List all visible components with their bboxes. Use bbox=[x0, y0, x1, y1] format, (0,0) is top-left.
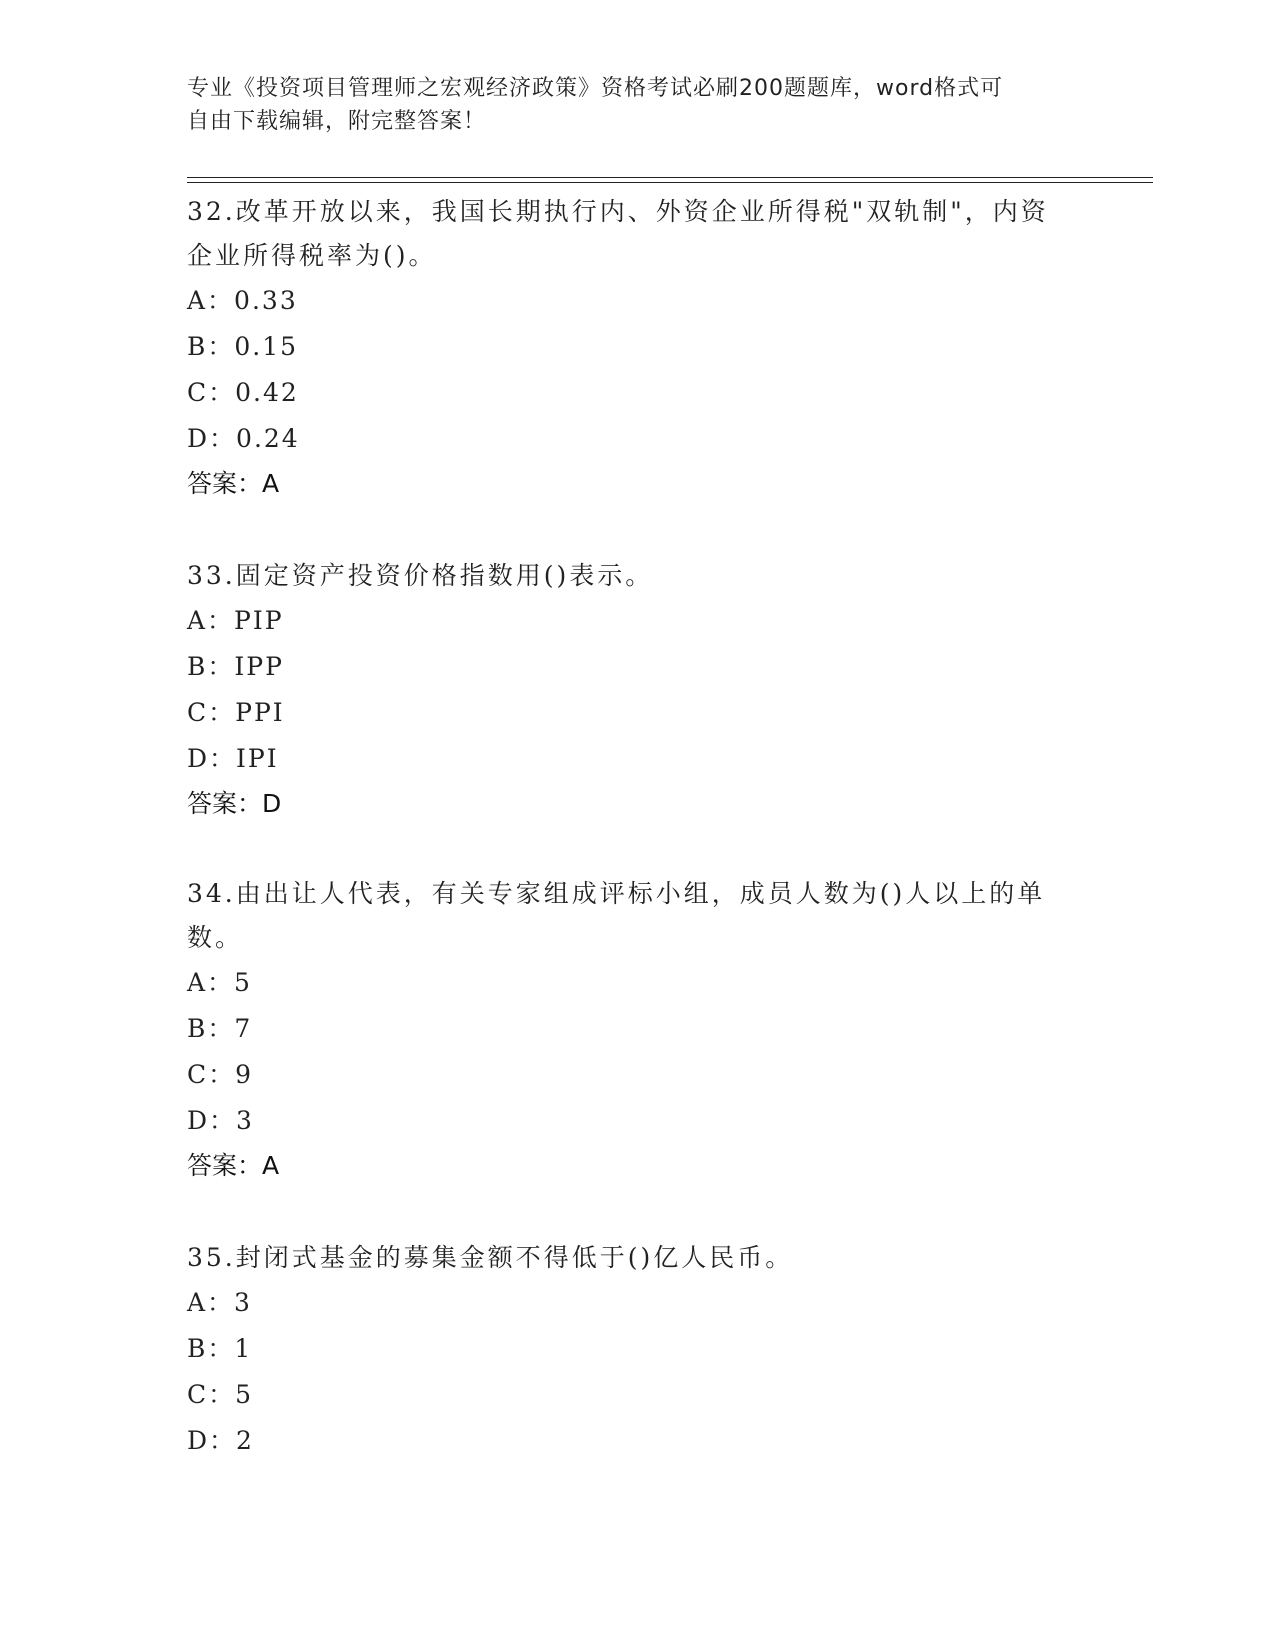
question-stem-line: 企业所得税率为()。 bbox=[187, 241, 437, 270]
question-stem-line: 34.由出让人代表，有关专家组成评标小组，成员人数为()人以上的单 bbox=[187, 879, 1046, 908]
question-stem bbox=[187, 1236, 1087, 1280]
answer-line: 答案：A bbox=[187, 1151, 280, 1180]
option-d: D：3 bbox=[187, 1106, 254, 1135]
option-a: A：5 bbox=[187, 968, 252, 997]
question-stem-line: 数。 bbox=[187, 923, 244, 952]
option-d: D：0.24 bbox=[187, 424, 300, 453]
option-d: D：2 bbox=[187, 1426, 254, 1455]
option-c: C：9 bbox=[187, 1060, 254, 1089]
header-divider-top bbox=[187, 177, 1153, 178]
question-33 bbox=[187, 554, 1087, 826]
option-c: C：PPI bbox=[187, 698, 285, 727]
answer-line: 答案：A bbox=[187, 469, 280, 498]
header-line-2: 自由下载编辑，附完整答案！ bbox=[187, 109, 487, 134]
option-b: B：0.15 bbox=[187, 332, 299, 361]
option-b: B：7 bbox=[187, 1014, 253, 1043]
question-stem bbox=[187, 190, 1087, 278]
option-d: D：IPI bbox=[187, 744, 279, 773]
document-header bbox=[187, 72, 1087, 138]
option-a: A：PIP bbox=[187, 606, 284, 635]
question-32 bbox=[187, 190, 1087, 506]
option-b: B：IPP bbox=[187, 652, 284, 681]
question-stem bbox=[187, 872, 1087, 960]
question-stem bbox=[187, 554, 1087, 598]
option-b: B：1 bbox=[187, 1334, 253, 1363]
option-c: C：5 bbox=[187, 1380, 254, 1409]
option-c: C：0.42 bbox=[187, 378, 299, 407]
header-divider-bottom bbox=[187, 182, 1153, 183]
question-stem-line: 32.改革开放以来，我国长期执行内、外资企业所得税"双轨制"，内资 bbox=[187, 197, 1049, 226]
header-line-1: 专业《投资项目管理师之宏观经济政策》资格考试必刷200题题库，word格式可 bbox=[187, 76, 1004, 101]
question-stem-line: 33.固定资产投资价格指数用()表示。 bbox=[187, 561, 654, 590]
question-34 bbox=[187, 872, 1087, 1188]
question-stem-line: 35.封闭式基金的募集金额不得低于()亿人民币。 bbox=[187, 1243, 794, 1272]
option-a: A：0.33 bbox=[187, 286, 298, 315]
answer-line: 答案：D bbox=[187, 789, 282, 818]
option-a: A：3 bbox=[187, 1288, 252, 1317]
question-35 bbox=[187, 1236, 1087, 1464]
